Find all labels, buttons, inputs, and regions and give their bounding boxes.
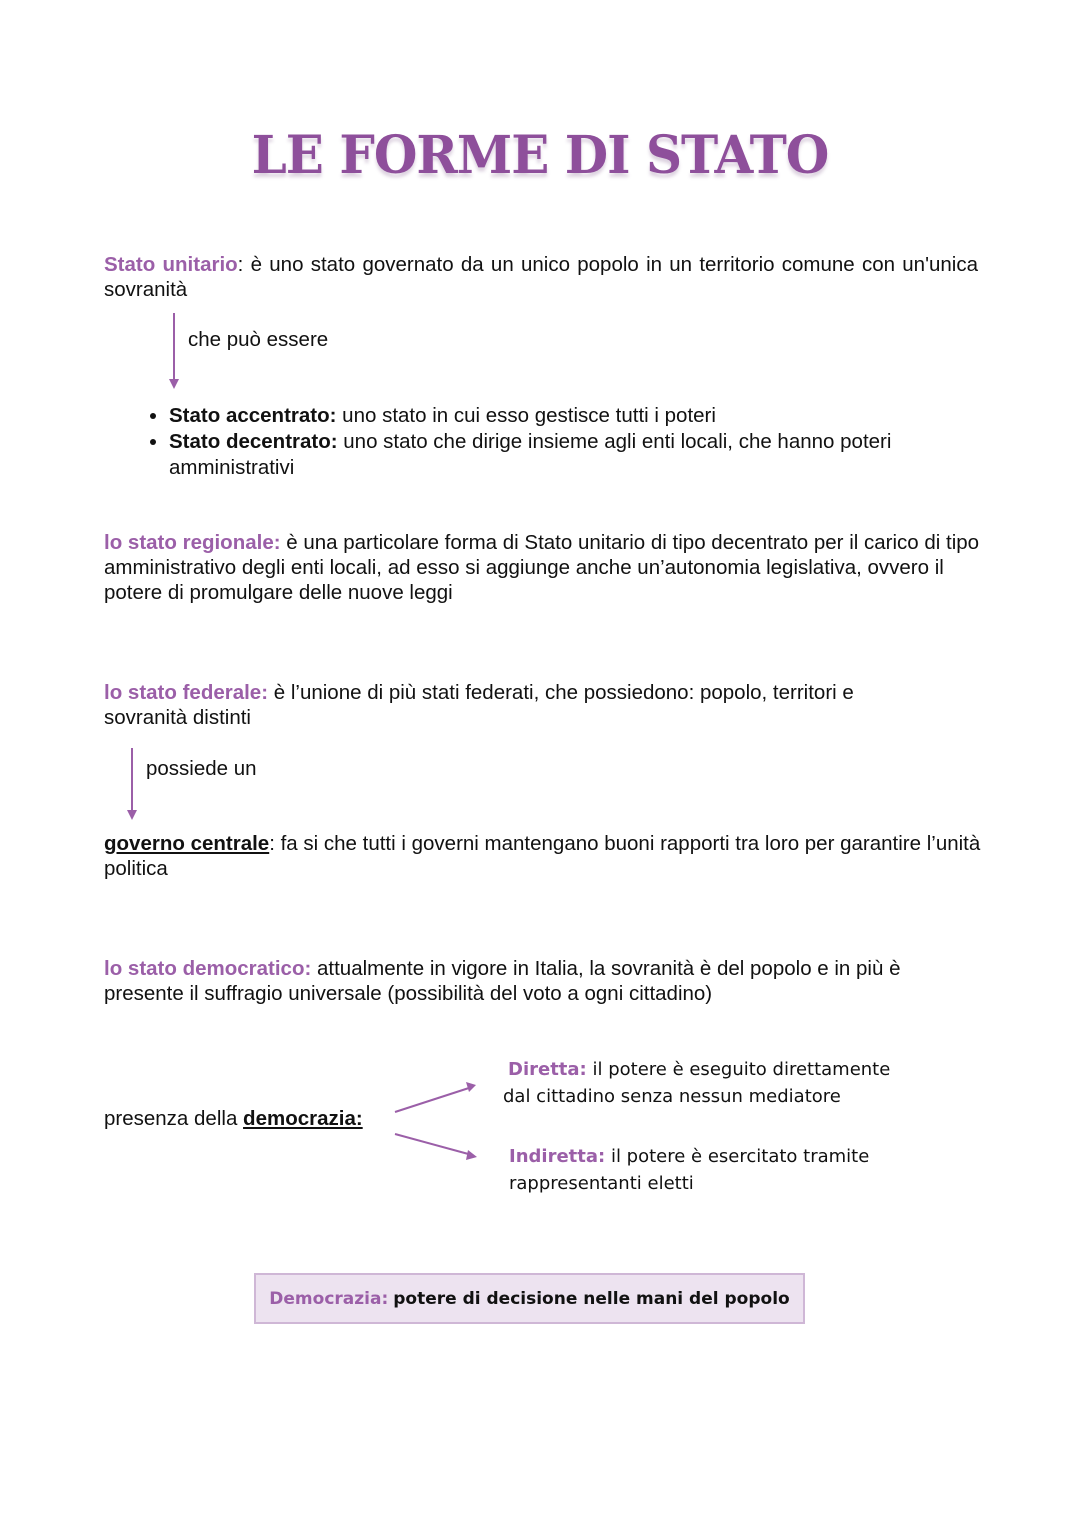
democratico-term: lo stato democratico: — [104, 957, 312, 980]
list-item — [169, 429, 1019, 481]
federale-term: lo stato federale: — [104, 681, 269, 704]
regionale-text: è una particolare forma di Stato unitario di tipo decentrato per il carico di tipo amministrativo degli enti locali, ad esso si aggiunge anche un’autonomia legislativa, ovvero il potere di promulgare delle nuove leggi — [104, 531, 980, 604]
page-title: LE FORME DI STATO — [251, 123, 829, 186]
unitario-paragraph — [104, 252, 978, 302]
unitario-arrow-label: che può essere — [188, 328, 329, 351]
callout-text: potere di decisione nelle mani del popolo — [393, 1288, 790, 1309]
arrow-down-icon — [124, 748, 140, 822]
governo-term: governo centrale — [104, 832, 270, 855]
governo-text: : fa si che tutti i governi mantengano buoni rapporti tra loro per garantire l’unità politica — [104, 832, 981, 880]
callout-term: Democrazia: — [269, 1288, 389, 1309]
federale-paragraph — [104, 680, 924, 730]
indiretta-text: il potere è esercitato tramite rappresentanti eletti — [509, 1146, 870, 1194]
federale-arrow-label: possiede un — [146, 757, 257, 780]
arrow-down-icon — [166, 313, 182, 391]
indiretta-term: Indiretta: — [509, 1146, 606, 1167]
federale-text: è l’unione di più stati federati, che possiedono: popolo, territori e sovranità distinti — [104, 681, 854, 729]
unitario-term: Stato unitario — [104, 253, 238, 276]
diretta-block — [503, 1056, 923, 1110]
unitario-text: : è uno stato governato da un unico popolo in un territorio comune con un'unica sovranità — [104, 253, 978, 301]
unitario-list — [104, 403, 1019, 481]
indiretta-block — [509, 1143, 879, 1197]
democratico-text: attualmente in vigore in Italia, la sovranità è del popolo e in più è presente il suffragio universale (possibilità del voto a ogni cittadino) — [104, 957, 901, 1005]
governo-paragraph — [104, 831, 984, 881]
presenza-term: democrazia: — [243, 1107, 363, 1130]
diretta-text: il potere è eseguito direttamente dal cittadino senza nessun mediatore — [503, 1059, 891, 1107]
regionale-term: lo stato regionale: — [104, 531, 281, 554]
regionale-paragraph — [104, 530, 984, 605]
accentrato-term: Stato accentrato: — [169, 404, 337, 427]
list-item — [169, 403, 1019, 429]
decentrato-text: uno stato che dirige insieme agli enti locali, che hanno poteri amministrativi — [169, 430, 892, 479]
accentrato-text: uno stato in cui esso gestisce tutti i poteri — [336, 404, 716, 427]
branch-arrows-icon — [390, 1078, 485, 1166]
presenza-prefix: presenza della — [104, 1107, 244, 1130]
democratico-paragraph — [104, 956, 974, 1006]
presenza-label — [104, 1106, 363, 1131]
decentrato-term: Stato decentrato: — [169, 430, 338, 453]
definition-callout — [254, 1273, 805, 1324]
diretta-term: Diretta: — [508, 1059, 587, 1080]
